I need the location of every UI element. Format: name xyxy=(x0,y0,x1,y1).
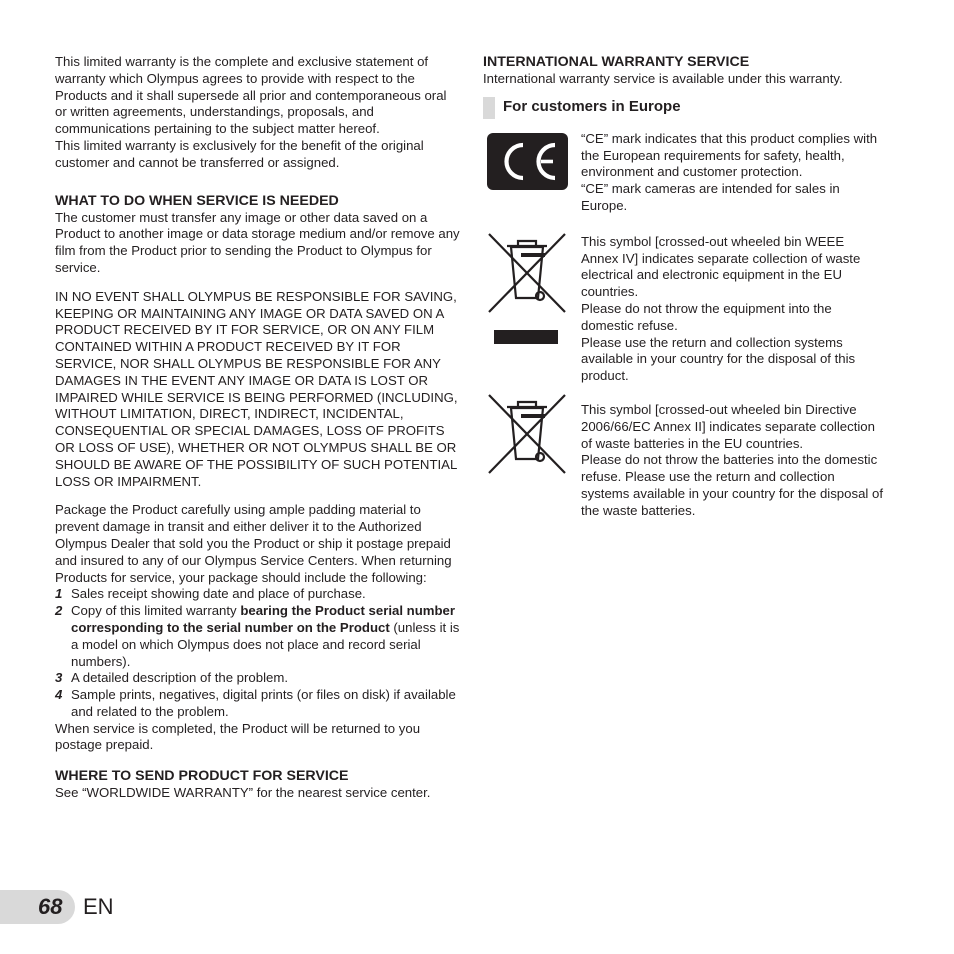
international-heading: INTERNATIONAL WARRANTY SERVICE xyxy=(483,54,750,70)
list-text: Sample prints, negatives, digital prints (or files on disk) if available and related to the problem. xyxy=(71,687,456,719)
europe-heading: For customers in Europe xyxy=(503,98,681,116)
list-text-bold: bearing the Product serial number corresponding to the serial number on the Product xyxy=(71,603,456,635)
battery-section xyxy=(483,402,883,520)
weee-paragraph: Please use the return and collection systems available in your country for the disposal of this product. xyxy=(581,334,856,384)
battery-paragraph: This symbol [crossed-out wheeled bin Directive 2006/66/EC Annex II] indicates separate collection of waste batteries in the EU countries. xyxy=(581,401,875,451)
ce-paragraph: “CE” mark cameras are intended for sales in Europe. xyxy=(581,181,840,213)
list-item xyxy=(55,670,460,687)
weee-paragraph: Please do not throw the equipment into the domestic refuse. xyxy=(581,300,832,333)
list-number: 1 xyxy=(55,586,63,602)
battery-paragraph: Please do not throw the batteries into the domestic refuse. Please use the return and collection systems available in your country for the disposal of the waste batteries. xyxy=(581,452,883,518)
return-paragraph: When service is completed, the Product will be returned to you postage prepaid. xyxy=(55,720,421,753)
list-item xyxy=(55,586,460,603)
page-number: 68 xyxy=(38,894,63,919)
where-heading: WHERE TO SEND PRODUCT FOR SERVICE xyxy=(55,768,349,785)
international-paragraph: International warranty service is available under this warranty. xyxy=(483,71,843,86)
ce-mark-icon xyxy=(487,133,568,190)
weee-paragraph: This symbol [crossed-out wheeled bin WEEE Annex IV] indicates separate collection of waste electrical and electronic equipment in the EU countries. xyxy=(581,233,861,300)
crossed-out-wheeled-bin-battery-icon xyxy=(487,393,567,475)
weee-section xyxy=(483,234,883,385)
language-label: EN xyxy=(83,894,114,919)
list-number: 4 xyxy=(55,687,63,703)
europe-subheading xyxy=(483,97,883,119)
where-paragraph: See “WORLDWIDE WARRANTY” for the nearest service center. xyxy=(55,785,431,801)
intro-paragraph: This limited warranty is the complete and exclusive statement of warranty which Olympus agrees to provide with respect to the Products and it shall supersede all prior and contemporaneous oral or written agreements, understandings, proposals, and communications pertaining to the subject matter hereof. xyxy=(55,54,447,137)
ce-paragraph: “CE” mark indicates that this product complies with the European requirements for safety, health, environment and customer protection. xyxy=(581,130,878,180)
right-column xyxy=(483,54,883,520)
list-number: 3 xyxy=(55,670,63,686)
include-list xyxy=(55,586,460,720)
list-number: 2 xyxy=(55,603,63,619)
list-item xyxy=(55,603,460,670)
liability-paragraph: IN NO EVENT SHALL OLYMPUS BE RESPONSIBLE FOR SAVING, KEEPING OR MAINTAINING ANY IMAGE OR DATA SAVED ON A PRODUCT RECEIVED BY IT FOR SERVICE, OR ON ANY FILM CONTAINED WITHIN A PRODUCT RECEIVED BY IT FOR SERVICE, NOR SHALL OLYMPUS BE RESPONSIBLE FOR ANY DAMAGES IN THE EVENT ANY IMAGE OR DATA IS LOST OR IMPAIRED WHILE SERVICE IS BEING PERFORMED (INCLUDING, WITHOUT LIMITATION, DIRECT, INDIRECT, INCIDENTAL, CONSEQUENTIAL OR SPECIAL DAMAGES, LOSS OF PROFITS OR LOSS OF USE), WHETHER OR NOT OLYMPUS SHALL BE OR SHOULD BE AWARE OF THE POSSIBILITY OF SUCH POTENTIAL LOSS OR IMPAIRMENT. xyxy=(55,288,458,489)
left-column xyxy=(55,54,460,802)
intro-paragraph: This limited warranty is exclusively for the benefit of the original customer and cannot be transferred or assigned. xyxy=(55,137,424,170)
service-paragraph: The customer must transfer any image or other data saved on a Product to another image or data storage medium and/or remove any film from the Product prior to sending the Product to Olympus for service. xyxy=(55,209,460,275)
crossed-out-wheeled-bin-icon xyxy=(487,232,567,346)
list-text: (unless it is a model on which Olympus does not place and record serial numbers). xyxy=(71,619,460,669)
service-heading: WHAT TO DO WHEN SERVICE IS NEEDED xyxy=(55,192,339,209)
list-text: A detailed description of the problem. xyxy=(71,670,288,686)
subheading-marker xyxy=(483,97,495,119)
package-paragraph: Package the Product carefully using ample padding material to prevent damage in transit and either deliver it to the Authorized Olympus Dealer that sold you the Product or ship it postage prepaid and insured to any of our Olympus Service Centers. When returning Products for service, your package should include the following: xyxy=(55,502,452,585)
list-text: Sales receipt showing date and place of purchase. xyxy=(71,586,366,602)
list-text: Copy of this limited warranty xyxy=(71,603,241,619)
list-item xyxy=(55,687,460,721)
ce-section xyxy=(483,131,883,215)
